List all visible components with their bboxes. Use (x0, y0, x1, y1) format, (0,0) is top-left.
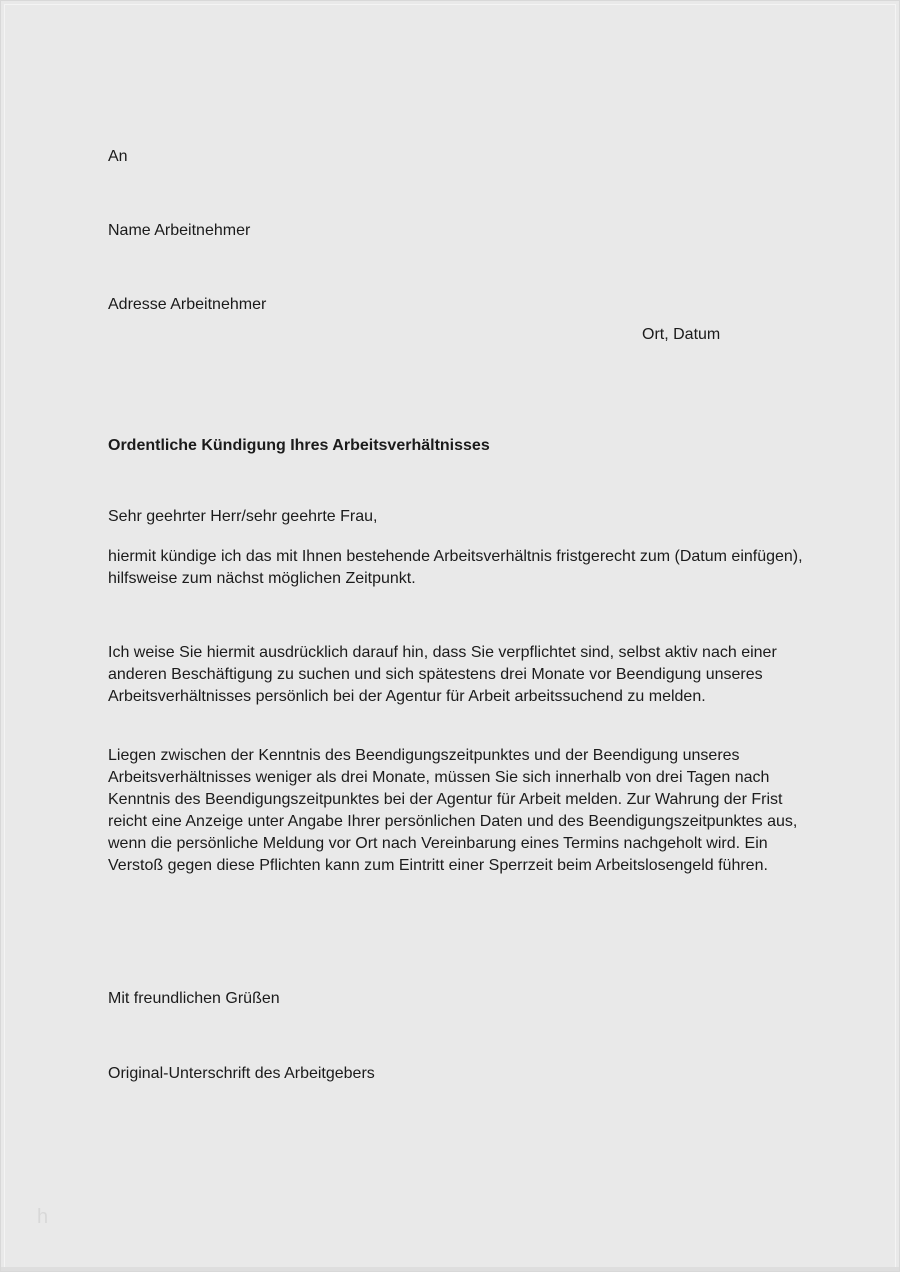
recipient-line-an: An (108, 148, 128, 165)
recipient-line-name: Name Arbeitnehmer (108, 222, 251, 239)
subject-line: Ordentliche Kündigung Ihres Arbeitsverhältnisses (108, 437, 490, 454)
recipient-line-address: Adresse Arbeitnehmer (108, 296, 267, 313)
body-paragraph-1: hiermit kündige ich das mit Ihnen bestehende Arbeitsverhältnis fristgerecht zum (Datum einfügen), hilfsweise zum nächst möglichen Zeitpunkt. (108, 548, 803, 587)
body-paragraph-2: Ich weise Sie hiermit ausdrücklich darauf hin, dass Sie verpflichtet sind, selbst aktiv nach einer anderen Beschäftigung zu suchen und sich spätestens drei Monate vor Beendigung unseres Arbeitsverhältnisses persönlich bei der Agentur für Arbeit arbeitssuchend zu melden. (108, 644, 777, 705)
scan-artifact-mark: h (37, 1206, 49, 1228)
body-paragraph-3: Liegen zwischen der Kenntnis des Beendigungszeitpunktes und der Beendigung unseres Arbeitsverhältnisses weniger als drei Monate, müssen Sie sich innerhalb von drei Tagen nach Kenntnis des Beendigungszeitpunktes bei der Agentur für Arbeit melden. Zur Wahrung der Frist reicht eine Anzeige unter Angabe Ihrer persönlichen Daten und des Beendigungszeitpunktes aus, wenn die persönliche Meldung vor Ort nach Vereinbarung eines Termins nachgeholt wird. Ein Verstoß gegen diese Pflichten kann zum Eintritt einer Sperrzeit beim Arbeitslosengeld führen. (108, 747, 798, 874)
signature-line: Original-Unterschrift des Arbeitgebers (108, 1065, 375, 1082)
recipient-address-block (108, 101, 266, 360)
place-date-line: Ort, Datum (642, 326, 721, 343)
closing-greeting: Mit freundlichen Grüßen (108, 990, 280, 1007)
salutation: Sehr geehrter Herr/sehr geehrte Frau, (108, 508, 378, 525)
